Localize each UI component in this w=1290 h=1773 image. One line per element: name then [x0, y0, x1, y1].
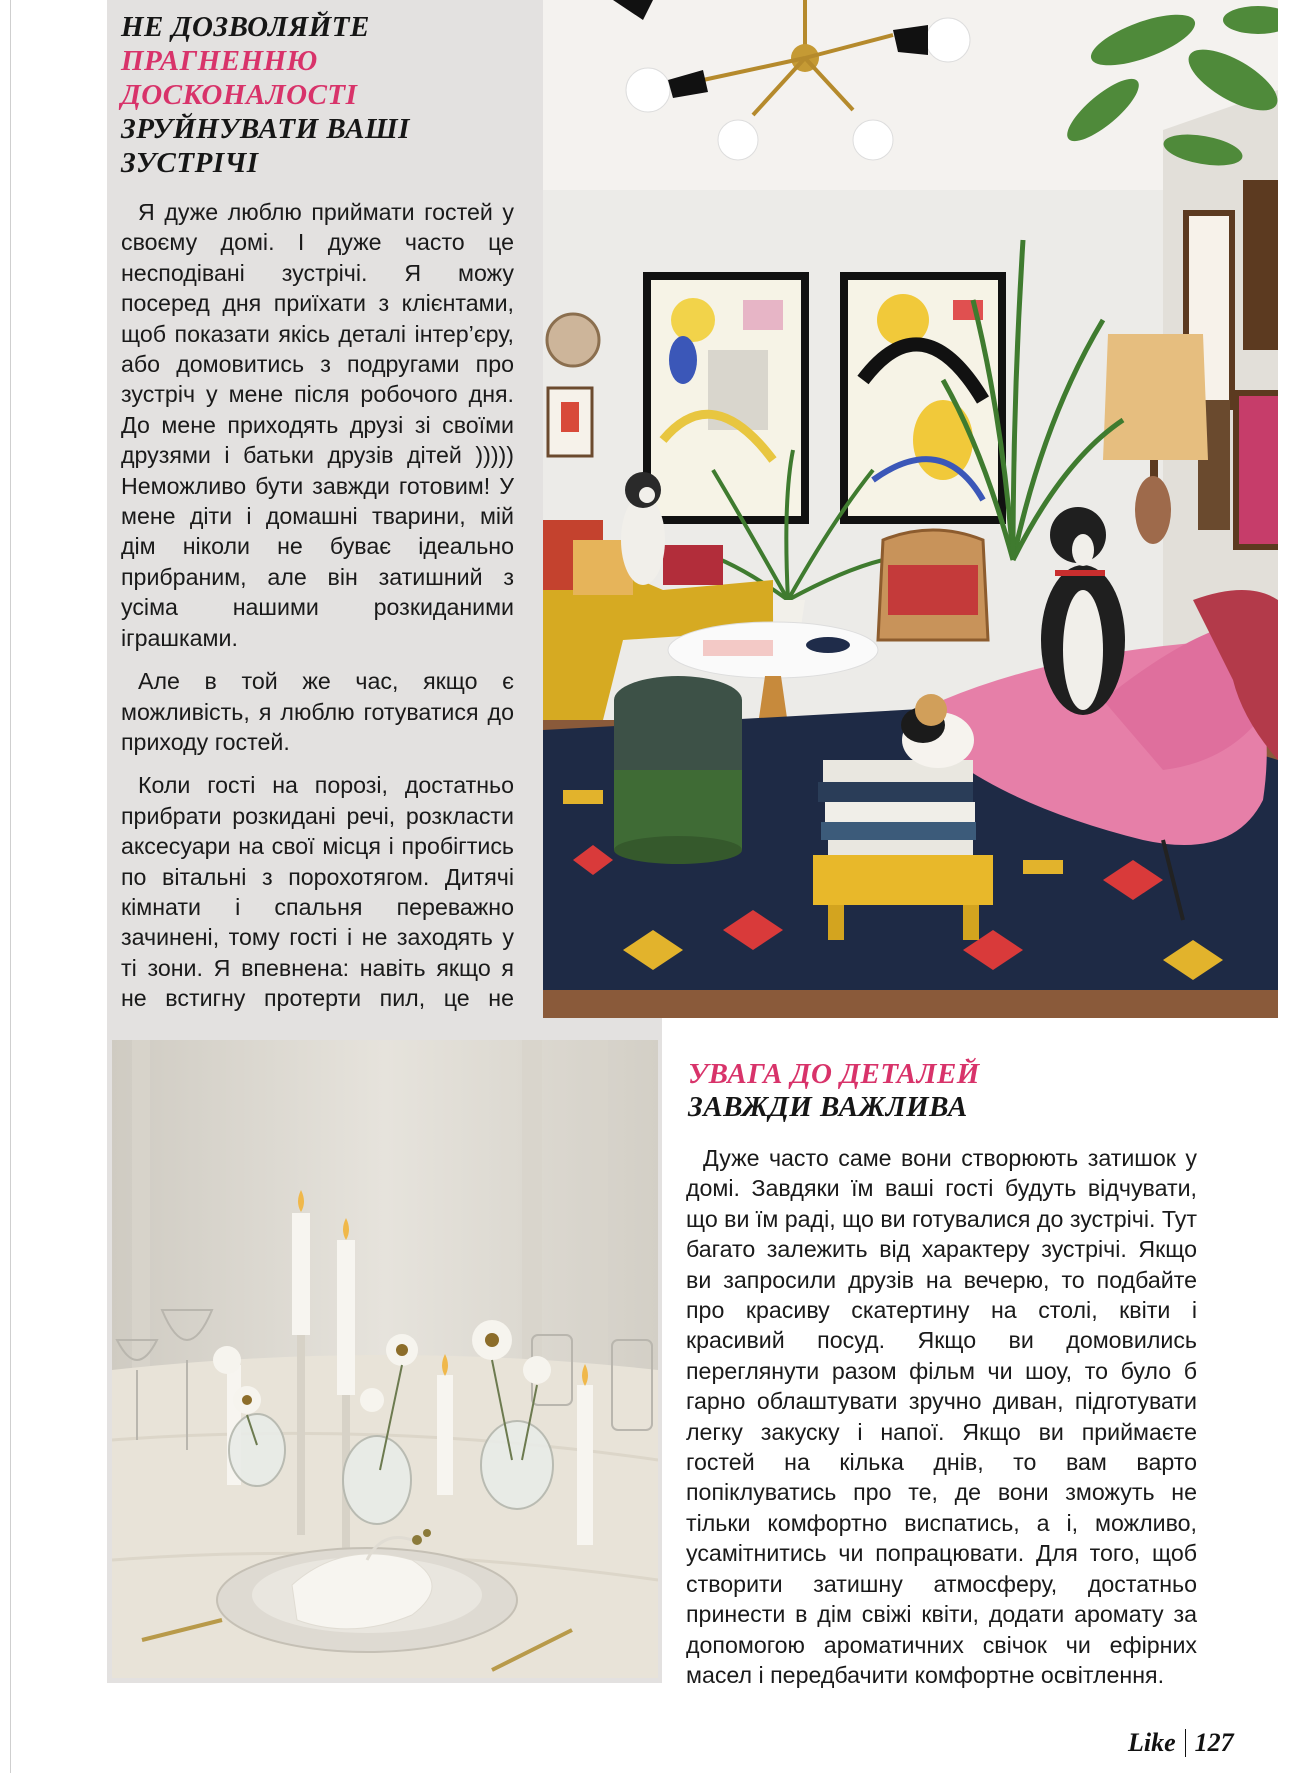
abstract-art-right [840, 272, 1006, 524]
magazine-name: Like [1128, 1728, 1176, 1757]
heading-line-2: ПРАГНЕННЮ [121, 45, 318, 77]
page-footer [1128, 1726, 1234, 1760]
page-edge-line [10, 0, 11, 1773]
heading-line-5: ЗУСТРІЧІ [121, 147, 259, 179]
abstract-art-left [643, 272, 809, 524]
paragraph: Коли гості на порозі, достатньо прибрати розкидані речі, розкласти аксесуари на свої місця і пробігтись по вітальні з порохотягом. Дитячі кімнати і спальня переважно зачинені, тому гості і не заходять у ті зони. Я впевнена: навіть якщо я не встигну протерти пил, це не [121, 772, 514, 1012]
article-column-2 [686, 1143, 1197, 1703]
heading-line-3: ДОСКОНАЛОСТІ [121, 79, 358, 111]
living-room-photo [543, 0, 1278, 1018]
heading-line-4: ЗРУЙНУВАТИ ВАШІ [121, 113, 410, 145]
section-heading-perfection [121, 10, 531, 180]
heading-line-1: НЕ ДОЗВОЛЯЙТЕ [121, 11, 370, 43]
heading-line-2: ЗАВЖДИ ВАЖЛИВА [688, 1091, 968, 1123]
paragraph: Дуже часто саме вони створюють затишок у домі. Завдяки їм ваші гості будуть відчувати, що ви їм раді, що ви готувалися до зустрічі. Тут багато залежить від характеру зустрічі. Якщо ви запросили друзів на вечерю, то подбайте про красиву скатертину на столі, квіти і красивий посуд. Якщо ви домовились переглянути разом фільм чи шоу, то було б гарно облаштувати зручно диван, підготувати легку закуску і напої. Якщо ви приймаєте гостей на кілька днів, то вам варто попіклуватись про те, де вони зможуть не тільки комфортно виспатись, а і, можливо, усамітнитись чи попрацювати. Для того, щоб створити затишну атмосферу, достатньо принести в дім свіжі квіти, додати аромату за допомогою ароматичних свічок чи ефірних масел і передбачити комфортне освітлення. [686, 1145, 1197, 1688]
page-number: 127 [1194, 1728, 1234, 1757]
table-setting-photo [112, 1040, 658, 1678]
section-heading-details [688, 1058, 1248, 1124]
footer-divider [1185, 1729, 1186, 1757]
article-column-1 [121, 197, 514, 1057]
heading-line-1: УВАГА ДО ДЕТАЛЕЙ [688, 1058, 980, 1090]
paragraph: Але в той же час, якщо є можливість, я люблю готуватися до приходу гостей. [121, 668, 514, 755]
paragraph: Я дуже люблю приймати гостей у своєму домі. І дуже часто це несподівані зустрічі. Я можу посеред дня приїхати з клієнтами, щоб показати якісь деталі інтер’єру, або домовитись з подругами про зустріч у мене після робочого дня. До мене приходять друзі зі своїми друзями і батьки друзів дітей ))))) Неможливо бути завжди готовим! У мене діти і домашні тварини, мій дім ніколи не буває ідеально прибраним, але він затишний з усіма нашими розкиданими іграшками. [121, 199, 514, 651]
